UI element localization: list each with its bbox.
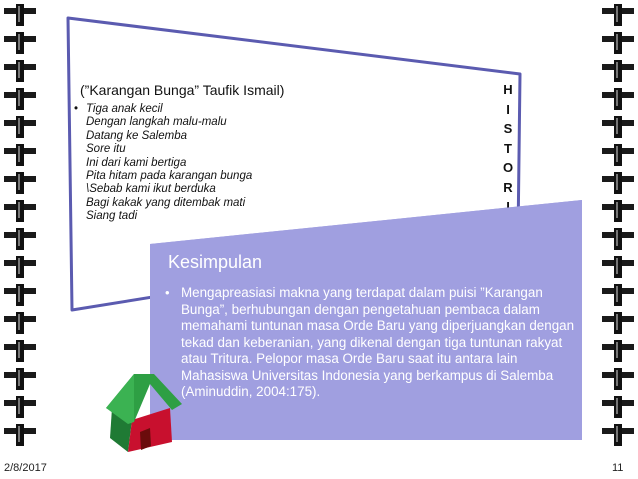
- poem-line: Datang ke Salemba: [86, 129, 188, 142]
- vertical-letter: S: [503, 121, 513, 136]
- poem-title: (”Karangan Bunga” Taufik Ismail): [80, 82, 285, 98]
- vertical-letter: O: [502, 160, 514, 175]
- poem-line: Bagi kakak yang ditembak mati: [86, 196, 246, 209]
- page-number: 11: [612, 462, 624, 474]
- kesimpulan-bullet: •: [165, 285, 170, 300]
- vertical-letter: I: [506, 101, 510, 117]
- vertical-letter: T: [504, 140, 512, 156]
- kesimpulan-text: Mengapreasiasi makna yang terdapat dalam puisi ”Karangan Bunga”, berhubungan dengan pengetahuan pembaca dalam memahami tuntunan masa Orde Baru yang diperjuangkan dengan tekad dan keberanian, yang dikenal dengan tiga tuntunan rakyat atau Tritura. Pelopor masa Orde Baru saat itu antara lain Mahasiswa Universitas Indonesia yang berkampus di Salemba (Aminuddin, 2004:175).: [181, 285, 575, 399]
- poem-line: Siang tadi: [86, 210, 138, 223]
- kesimpulan-heading: Kesimpulan: [168, 252, 263, 272]
- poem-bullet: •: [74, 103, 79, 115]
- house-icon: [98, 368, 188, 453]
- poem-line: \Sebab kami ikut berduka: [86, 183, 216, 196]
- poem-line: Dengan langkah malu-malu: [86, 116, 227, 129]
- vertical-letter: I: [506, 199, 510, 214]
- footer-date: 2/8/2017: [4, 462, 47, 474]
- poem-line: Pita hitam pada karangan bunga: [86, 170, 253, 183]
- vertical-letter: H: [503, 82, 513, 97]
- poem-line: Ini dari kami bertiga: [86, 156, 187, 169]
- vertical-letter: R: [503, 179, 513, 195]
- poem-line: Tiga anak kecil: [86, 103, 163, 115]
- poem-line: Sore itu: [86, 143, 126, 156]
